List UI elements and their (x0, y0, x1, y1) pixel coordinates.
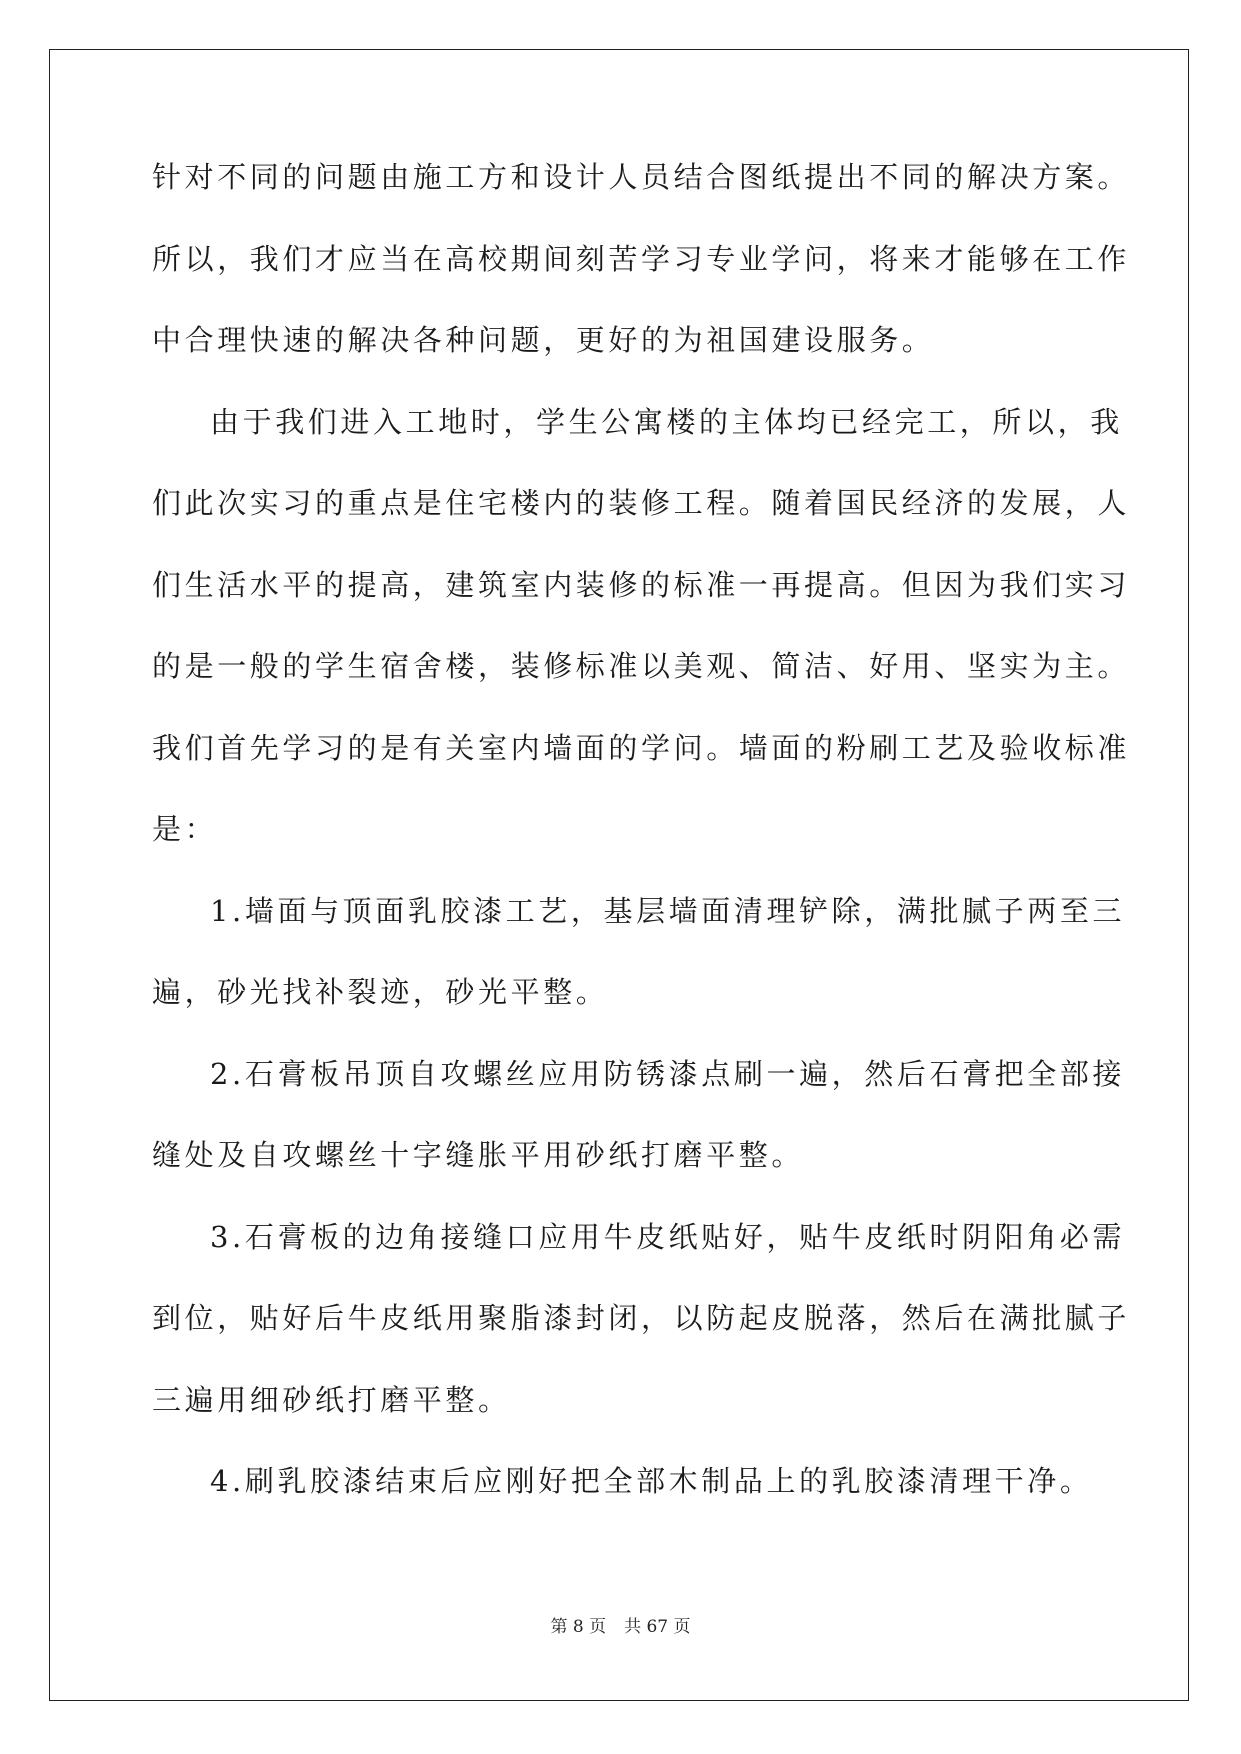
text-line: 是： (152, 812, 218, 846)
document-body (152, 157, 1131, 1543)
text-line: 到位，贴好后牛皮纸用聚脂漆封闭，以防起皮脱落，然后在满批腻子 (152, 1301, 1131, 1335)
text-line: 中合理快速的解决各种问题，更好的为祖国建设服务。 (152, 323, 935, 357)
list-item-2-line: 2.石膏板吊顶自攻螺丝应用防锈漆点刷一遍，然后石膏把全部接 (210, 1056, 1126, 1091)
text-line: 我们首先学习的是有关室内墙面的学问。墙面的粉刷工艺及验收标准 (152, 730, 1131, 765)
list-item-4-line: 4.刷乳胶漆结束后应刚好把全部木制品上的乳胶漆清理干净。 (210, 1464, 1093, 1498)
page-total: 共 67 页 (624, 1617, 691, 1637)
text-line: 们生活水平的提高，建筑室内装修的标准一再提高。但因为我们实习 (152, 567, 1131, 602)
list-item-1-line: 1.墙面与顶面乳胶漆工艺，基层墙面清理铲除，满批腻子两至三 (210, 893, 1126, 928)
text-line: 针对不同的问题由施工方和设计人员结合图纸提出不同的解决方案。 (152, 160, 1131, 194)
text-line: 所以，我们才应当在高校期间刻苦学习专业学问，将来才能够在工作 (152, 241, 1131, 276)
paragraph-first-line: 由于我们进入工地时，学生公寓楼的主体均已经完工，所以，我 (210, 404, 1123, 439)
text-line: 三遍用细砂纸打磨平整。 (152, 1382, 511, 1417)
list-item-3-line: 3.石膏板的边角接缝口应用牛皮纸贴好，贴牛皮纸时阴阳角必需 (210, 1219, 1126, 1254)
text-line: 遍，砂光找补裂迹，砂光平整。 (152, 975, 609, 1009)
text-line: 缝处及自攻螺丝十字缝胀平用砂纸打磨平整。 (152, 1138, 805, 1172)
page-footer (0, 1612, 1241, 1637)
text-line: 的是一般的学生宿舍楼，装修标准以美观、简洁、好用、坚实为主。 (152, 649, 1131, 683)
page-number: 第 8 页 (550, 1617, 607, 1637)
text-line: 们此次实习的重点是住宅楼内的装修工程。随着国民经济的发展，人 (152, 486, 1131, 520)
